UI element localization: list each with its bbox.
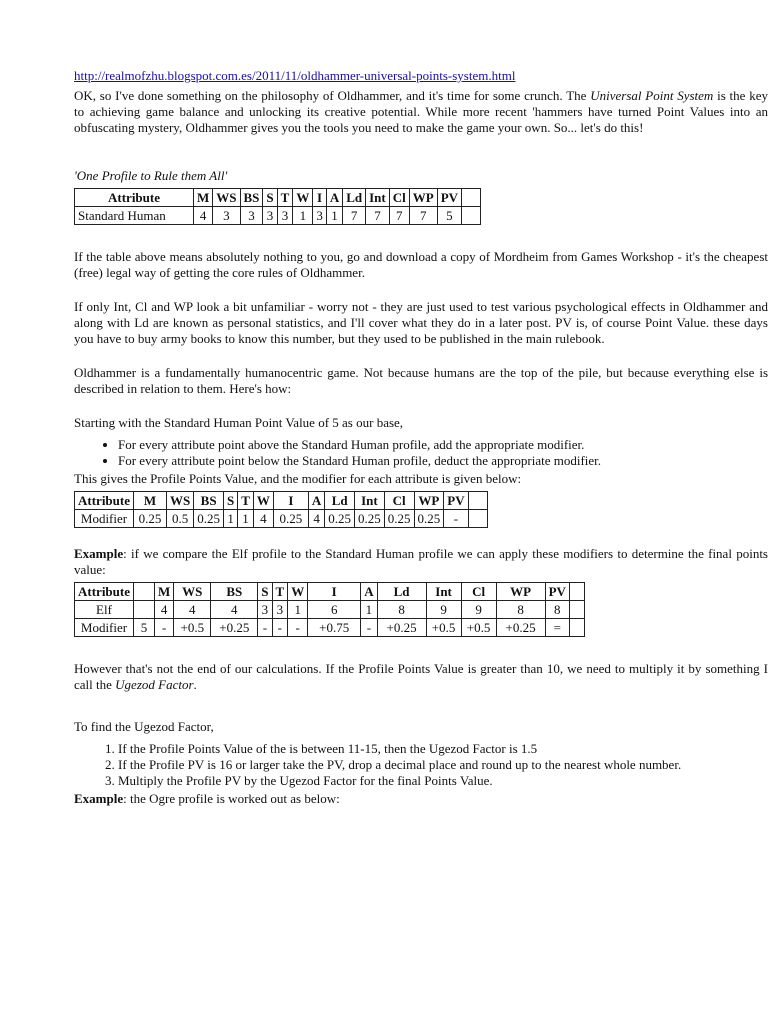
table1-cell: 3 xyxy=(313,207,327,225)
table3-cell: +0.5 xyxy=(174,619,211,637)
elf-table xyxy=(74,582,585,637)
modifier-table xyxy=(74,491,488,528)
table3-header: T xyxy=(272,583,288,601)
table2-cell: 0.25 xyxy=(194,510,224,528)
table3-row xyxy=(75,619,585,637)
humanocentric-paragraph: Oldhammer is a fundamentally humanocentric game. Not because humans are the top of the pile, but because everything else is described in relation to them. Here's how: xyxy=(74,365,768,396)
table2-row xyxy=(75,510,488,528)
table2-cell: 0.25 xyxy=(325,510,355,528)
table3-header: M xyxy=(155,583,174,601)
table3-header: S xyxy=(258,583,272,601)
table2-header: T xyxy=(238,492,254,510)
table3-cell: 8 xyxy=(496,601,545,619)
list-item: 3. Multiply the Profile PV by the Ugezod Factor for the final Points Value. xyxy=(118,773,768,789)
table3-cell: - xyxy=(258,619,272,637)
table3-cell: 9 xyxy=(461,601,496,619)
ugezod-text-1: However that's not the end of our calculations. If the Profile Points Value is greater than 10, we need to multiply it by something I call the xyxy=(74,661,768,692)
table2-cell: 1 xyxy=(223,510,237,528)
table2-trailing-cell xyxy=(468,510,487,528)
intro-emphasis: Universal Point System xyxy=(590,88,714,103)
table2-header-row xyxy=(75,492,488,510)
table1-header: S xyxy=(263,189,277,207)
table2-cell: 0.25 xyxy=(273,510,308,528)
base-value-paragraph: Starting with the Standard Human Point Value of 5 as our base, xyxy=(74,415,404,430)
table1-header: BS xyxy=(240,189,263,207)
example-text: : if we compare the Elf profile to the Standard Human profile we can apply these modifiers to determine the final points value: xyxy=(74,546,768,577)
profile-heading: 'One Profile to Rule them All' xyxy=(74,168,228,183)
document-page xyxy=(74,0,768,807)
table3-cell: - xyxy=(272,619,288,637)
table1-cell: 1 xyxy=(293,207,313,225)
table3-cell: - xyxy=(155,619,174,637)
table2-cell: Modifier xyxy=(75,510,134,528)
list-item: • For every attribute point above the Standard Human profile, add the appropriate modifier. xyxy=(118,437,768,453)
table3-header: W xyxy=(288,583,308,601)
table1-cell: 7 xyxy=(366,207,390,225)
list-item: • For every attribute point below the Standard Human profile, deduct the appropriate modifier. xyxy=(118,453,768,469)
table3-cell: 6 xyxy=(308,601,361,619)
table2-cell: 4 xyxy=(253,510,273,528)
table3-header: Ld xyxy=(377,583,426,601)
table1-cell: 4 xyxy=(194,207,213,225)
table3-row xyxy=(75,601,585,619)
table1-header: W xyxy=(293,189,313,207)
table1-header: Attribute xyxy=(75,189,194,207)
table3-cell: Modifier xyxy=(75,619,134,637)
table3-cell: 9 xyxy=(426,601,461,619)
table2-cell: 0.25 xyxy=(134,510,167,528)
table3-cell: +0.5 xyxy=(426,619,461,637)
example-text: : the Ogre profile is worked out as below: xyxy=(123,791,340,806)
table1-header-row xyxy=(75,189,481,207)
table1-cell: 3 xyxy=(240,207,263,225)
table1-trailing-cell xyxy=(462,207,481,225)
table2-cell: 0.25 xyxy=(384,510,414,528)
table3-cell: 1 xyxy=(361,601,377,619)
table2-header: WS xyxy=(167,492,194,510)
table1-header: M xyxy=(194,189,213,207)
table3-cell: +0.75 xyxy=(308,619,361,637)
table2-cell: 1 xyxy=(238,510,254,528)
source-link[interactable]: http://realmofzhu.blogspot.com.es/2011/11/oldhammer-universal-points-system.html xyxy=(74,68,516,83)
table2-header: S xyxy=(223,492,237,510)
ugezod-steps-list xyxy=(74,741,768,789)
table3-header: Attribute xyxy=(75,583,134,601)
modifier-intro-paragraph: This gives the Profile Points Value, and the modifier for each attribute is given below: xyxy=(74,471,522,486)
table3-cell: - xyxy=(288,619,308,637)
table3-header: Int xyxy=(426,583,461,601)
table3-cell: 4 xyxy=(174,601,211,619)
table2-header: M xyxy=(134,492,167,510)
ugezod-emphasis: Ugezod Factor xyxy=(115,677,194,692)
table1-header: PV xyxy=(437,189,461,207)
table2-cell: 4 xyxy=(308,510,324,528)
table1-header: A xyxy=(326,189,342,207)
table3-cell xyxy=(134,601,155,619)
table3-cell: +0.25 xyxy=(377,619,426,637)
table3-trailing-cell xyxy=(569,619,584,637)
table3-header: BS xyxy=(211,583,258,601)
table1-cell: 5 xyxy=(437,207,461,225)
table3-header xyxy=(134,583,155,601)
intro-text-2: is the key to achieving game balance and unlocking its creative potential. While more recent 'hammers have turned Point Values into an obfuscating mystery, Oldhammer gives you the tools you need to make the game your own. So... let's do this! xyxy=(74,88,768,135)
table2-cell: 0.25 xyxy=(414,510,444,528)
table2-header: PV xyxy=(444,492,468,510)
standard-human-table xyxy=(74,188,481,225)
table2-header: Cl xyxy=(384,492,414,510)
table3-cell: Elf xyxy=(75,601,134,619)
table1-trailing-cell xyxy=(462,189,481,207)
ogre-example-paragraph xyxy=(74,791,768,807)
table1-header: Int xyxy=(366,189,390,207)
table1-header: Ld xyxy=(343,189,366,207)
table3-header: PV xyxy=(545,583,569,601)
table1-cell: 7 xyxy=(343,207,366,225)
table2-cell: 0.25 xyxy=(355,510,385,528)
table2-header: I xyxy=(273,492,308,510)
table3-cell: 3 xyxy=(258,601,272,619)
table1-cell: 3 xyxy=(277,207,293,225)
table1-header: WP xyxy=(409,189,437,207)
table3-cell: 5 xyxy=(134,619,155,637)
ugezod-find-paragraph: To find the Ugezod Factor, xyxy=(74,719,214,734)
intro-text-1: OK, so I've done something on the philosophy of Oldhammer, and it's time for some crunch. The xyxy=(74,88,591,103)
ugezod-text-2: . xyxy=(193,677,197,692)
table2-header: Int xyxy=(355,492,385,510)
example-label: Example xyxy=(74,791,124,806)
table1-cell: 3 xyxy=(213,207,240,225)
mordheim-paragraph: If the table above means absolutely nothing to you, go and download a copy of Mordheim from Games Workshop - it's the cheapest (free) legal way of getting the core rules of Oldhammer. xyxy=(74,249,768,280)
table2-header: Attribute xyxy=(75,492,134,510)
table3-trailing-cell xyxy=(569,583,584,601)
modifier-rules-list xyxy=(74,437,768,469)
table3-header: WP xyxy=(496,583,545,601)
table1-cell: 7 xyxy=(389,207,409,225)
table3-header: Cl xyxy=(461,583,496,601)
table1-row xyxy=(75,207,481,225)
table2-trailing-cell xyxy=(468,492,487,510)
table1-cell: Standard Human xyxy=(75,207,194,225)
table3-cell: 8 xyxy=(377,601,426,619)
table3-header: A xyxy=(361,583,377,601)
table2-header: WP xyxy=(414,492,444,510)
example-label: Example xyxy=(74,546,124,561)
table3-cell: +0.25 xyxy=(211,619,258,637)
table3-header-row xyxy=(75,583,585,601)
table1-header: I xyxy=(313,189,327,207)
intro-paragraph xyxy=(74,88,768,136)
table3-cell: 4 xyxy=(211,601,258,619)
table1-cell: 7 xyxy=(409,207,437,225)
table3-cell: 3 xyxy=(272,601,288,619)
table2-cell: - xyxy=(444,510,468,528)
table2-header: A xyxy=(308,492,324,510)
table3-cell: +0.25 xyxy=(496,619,545,637)
table3-cell: = xyxy=(545,619,569,637)
ugezod-intro-paragraph xyxy=(74,661,768,693)
table3-cell: 8 xyxy=(545,601,569,619)
elf-example-paragraph xyxy=(74,546,768,578)
table2-header: Ld xyxy=(325,492,355,510)
table1-header: T xyxy=(277,189,293,207)
table3-cell: 1 xyxy=(288,601,308,619)
table1-header: Cl xyxy=(389,189,409,207)
table3-header: WS xyxy=(174,583,211,601)
table3-header: I xyxy=(308,583,361,601)
table2-cell: 0.5 xyxy=(167,510,194,528)
list-item: 2. If the Profile PV is 16 or larger take the PV, drop a decimal place and round up to the nearest whole number. xyxy=(118,757,768,773)
table3-trailing-cell xyxy=(569,601,584,619)
table2-header: W xyxy=(253,492,273,510)
table1-cell: 3 xyxy=(263,207,277,225)
table3-cell: +0.5 xyxy=(461,619,496,637)
list-item: 1. If the Profile Points Value of the is between 11-15, then the Ugezod Factor is 1.5 xyxy=(118,741,768,757)
table2-header: BS xyxy=(194,492,224,510)
table3-cell: 4 xyxy=(155,601,174,619)
table3-cell: - xyxy=(361,619,377,637)
personal-stats-paragraph: If only Int, Cl and WP look a bit unfamiliar - worry not - they are just used to test various psychological effects in Oldhammer and along with Ld are known as personal statistics, and I'll cover what they do in a later post. PV is, of course Point Value. these days you have to buy army books to know this number, but they used to be published in the main rulebook. xyxy=(74,299,768,346)
table1-cell: 1 xyxy=(326,207,342,225)
table1-header: WS xyxy=(213,189,240,207)
